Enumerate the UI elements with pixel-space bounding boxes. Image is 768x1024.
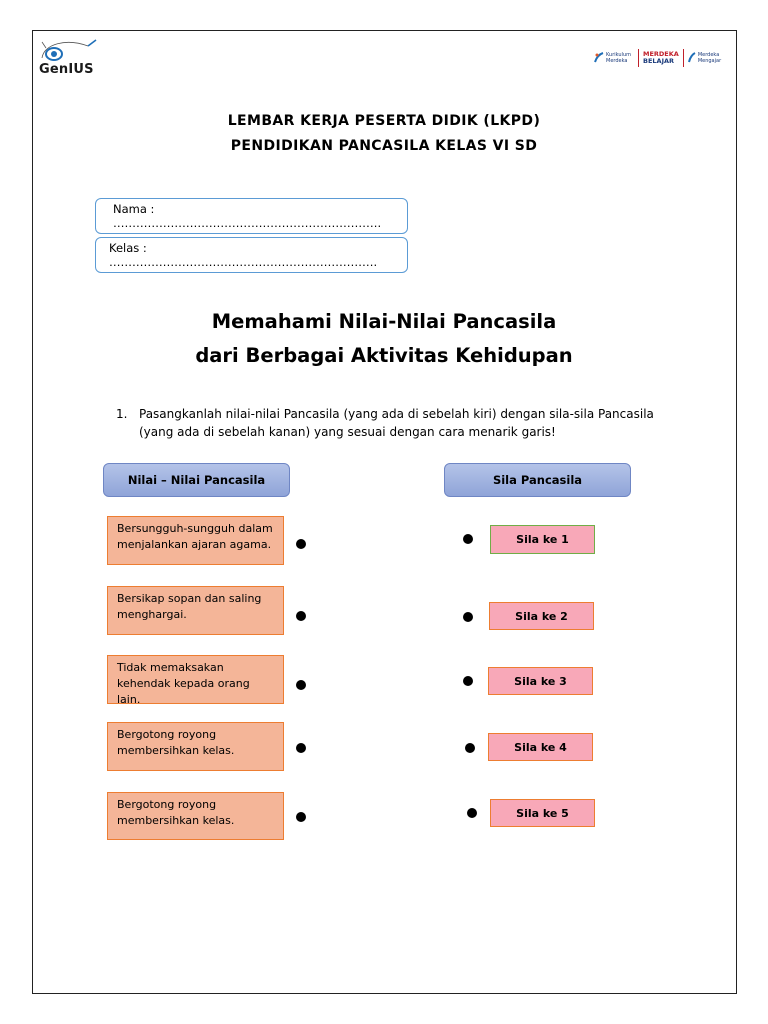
merdeka-mengajar-badge <box>688 52 722 64</box>
left-connector-dot[interactable] <box>296 539 306 549</box>
subject-title: PENDIDIKAN PANCASILA KELAS VI SD <box>230 138 538 154</box>
worksheet-title: LEMBAR KERJA PESERTA DIDIK (LKPD) <box>227 113 541 129</box>
sila-item: Sila ke 3 <box>488 667 593 695</box>
instruction <box>116 405 676 441</box>
belajar-label: BELAJAR <box>643 57 675 65</box>
left-connector-dot[interactable] <box>296 812 306 822</box>
curriculum-badges <box>594 48 722 68</box>
sila-item: Sila ke 2 <box>489 602 594 630</box>
value-item: Bergotong royong membersihkan kelas. <box>107 722 284 771</box>
badge-divider <box>683 49 684 67</box>
instruction-number: 1. <box>116 407 128 421</box>
value-item: Bergotong royong membersihkan kelas. <box>107 792 284 840</box>
page-border <box>32 30 737 994</box>
value-item: Tidak memaksakan kehendak kepada orang lain. <box>107 655 284 704</box>
left-connector-dot[interactable] <box>296 743 306 753</box>
instruction-text: Pasangkanlah nilai-nilai Pancasila (yang ada di sebelah kiri) dengan sila-sila Pancasila (yang ada di sebelah kanan) yang sesuai dengan cara menarik garis! <box>139 407 654 439</box>
value-item: Bersikap sopan dan saling menghargai. <box>107 586 284 635</box>
value-item: Bersungguh-sungguh dalam menjalankan ajaran agama. <box>107 516 284 565</box>
kurikulum-label: Kurikulum Merdeka <box>606 52 631 64</box>
merdeka-label: MERDEKA <box>643 50 679 58</box>
mengajar-label: Merdeka Mengajar <box>697 52 722 64</box>
sila-column-header: Sila Pancasila <box>444 463 631 497</box>
mengajar-swoosh-icon <box>688 52 696 64</box>
left-connector-dot[interactable] <box>296 680 306 690</box>
sila-item: Sila ke 1 <box>490 525 595 554</box>
values-column-header: Nilai – Nilai Pancasila <box>103 463 290 497</box>
right-connector-dot[interactable] <box>463 534 473 544</box>
topic-title-line1: Memahami Nilai-Nilai Pancasila <box>211 310 557 333</box>
topic-title-line2: dari Berbagai Aktivitas Kehidupan <box>195 344 573 367</box>
right-connector-dot[interactable] <box>467 808 477 818</box>
name-field[interactable]: Nama : ……………………………………………………………. <box>95 198 408 234</box>
right-connector-dot[interactable] <box>463 676 473 686</box>
kurikulum-swoosh-icon <box>594 52 604 64</box>
logo-text: GenIUS <box>39 62 94 77</box>
badge-divider <box>638 49 639 67</box>
sila-item: Sila ke 4 <box>488 733 593 761</box>
left-connector-dot[interactable] <box>296 611 306 621</box>
class-field[interactable]: Kelas : ……………………………………………………………. <box>95 237 408 273</box>
right-connector-dot[interactable] <box>465 743 475 753</box>
sila-item: Sila ke 5 <box>490 799 595 827</box>
right-connector-dot[interactable] <box>463 612 473 622</box>
kurikulum-merdeka-badge <box>594 52 634 64</box>
merdeka-belajar-badge <box>643 51 679 65</box>
